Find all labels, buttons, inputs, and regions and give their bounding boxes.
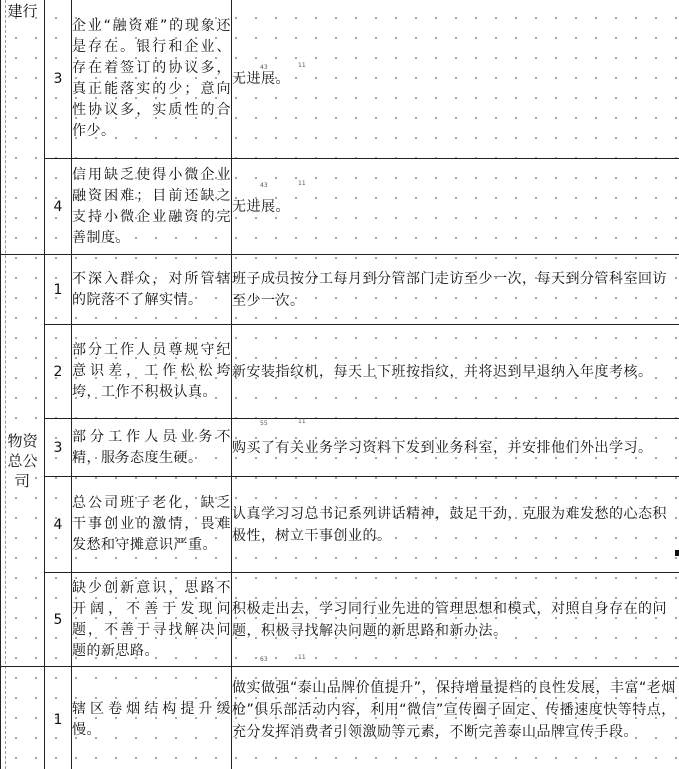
measure-cell: 做实做强“泰山品牌价值提升”，保持增量提档的良性发展，丰富“老烟枪”俱乐部活动内容，利用“微信”宣传圈子固定、传播速度快等特点，充分发挥消费者引领激励等元素，不断完善泰山品牌宣传手段。 (232, 667, 679, 769)
problem-cell: 总公司班子老化，缺乏干事创业的激情，畏难发愁和守摊意识严重。 (72, 477, 232, 573)
unit-cell-material (1, 255, 45, 667)
measure-cell: 积极走出去，学习同行业先进的管理思想和模式，对照自身存在的问题，积极寻找解决问题的新思路和新办法。 (232, 573, 679, 667)
editor-marker: 11 (298, 654, 306, 661)
problem-cell: 部分工作人员尊规守纪意识差，工作松松垮垮，工作不积极认真。 (72, 325, 232, 419)
table-row (1, 477, 679, 573)
unit-cell-next (1, 667, 45, 769)
problem-cell: 信用缺乏使得小微企业融资困难；目前还缺之支持小微企业融资的完善制度。 (72, 159, 232, 255)
measure-cell: 新安装指纹机，每天上下班按指纹，并将迟到早退纳入年度考核。 (232, 325, 679, 419)
problem-cell: 部分工作人员业务不精，服务态度生硬。 (72, 419, 232, 477)
table-row (1, 419, 679, 477)
editor-marker: 11 (298, 180, 306, 187)
table-row (1, 667, 679, 769)
editor-marker: 11 (298, 418, 306, 425)
row-number: 4 (45, 477, 72, 573)
editor-marker: 43 (260, 182, 268, 189)
row-number: 2 (45, 325, 72, 419)
editor-marker: 55 (260, 420, 268, 427)
problem-cell: 辖区卷烟结构提升缓慢。 (72, 667, 232, 769)
editor-marker: 63 (260, 656, 268, 663)
measure-cell: 无进展。 (232, 159, 679, 255)
problem-cell: 不深入群众，对所管辖的院落不了解实情。 (72, 255, 232, 325)
table-resize-handle[interactable] (675, 550, 679, 556)
unit-name: 物资总公司 (7, 431, 38, 490)
row-number: 3 (45, 0, 72, 159)
measure-cell: 认真学习习总书记系列讲话精神，鼓足干劲，克服为难发愁的心态积极性，树立干事创业的。 (232, 477, 679, 573)
measure-cell: 无进展。 (232, 0, 679, 159)
row-number: 1 (45, 667, 72, 769)
measure-cell: 班子成员按分工每月到分管部门走访至少一次，每天到分管科室回访至少一次。 (232, 255, 679, 325)
problem-cell: 企业“融资难”的现象还是存在。银行和企业、存在着签订的协议多，真正能落实的少；意向性协议多，实质性的合作少。 (72, 0, 232, 159)
editor-marker: 11 (298, 62, 306, 69)
row-number: 1 (45, 255, 72, 325)
table-row (1, 573, 679, 667)
unit-name: 建行 (7, 2, 38, 20)
table-row (1, 159, 679, 255)
measure-cell: 购买了有关业务学习资料下发到业务科室，并安排他们外出学习。 (232, 419, 679, 477)
table-row (1, 255, 679, 325)
editor-marker: 43 (260, 64, 268, 71)
table-row (1, 0, 679, 159)
row-number: 5 (45, 573, 72, 667)
row-number: 3 (45, 419, 72, 477)
table-row (1, 325, 679, 419)
problem-cell: 缺少创新意识，思路不开阔，不善于发现问题，不善于寻找解决问题的新思路。 (72, 573, 232, 667)
row-number: 4 (45, 159, 72, 255)
unit-cell-bank (1, 0, 45, 255)
